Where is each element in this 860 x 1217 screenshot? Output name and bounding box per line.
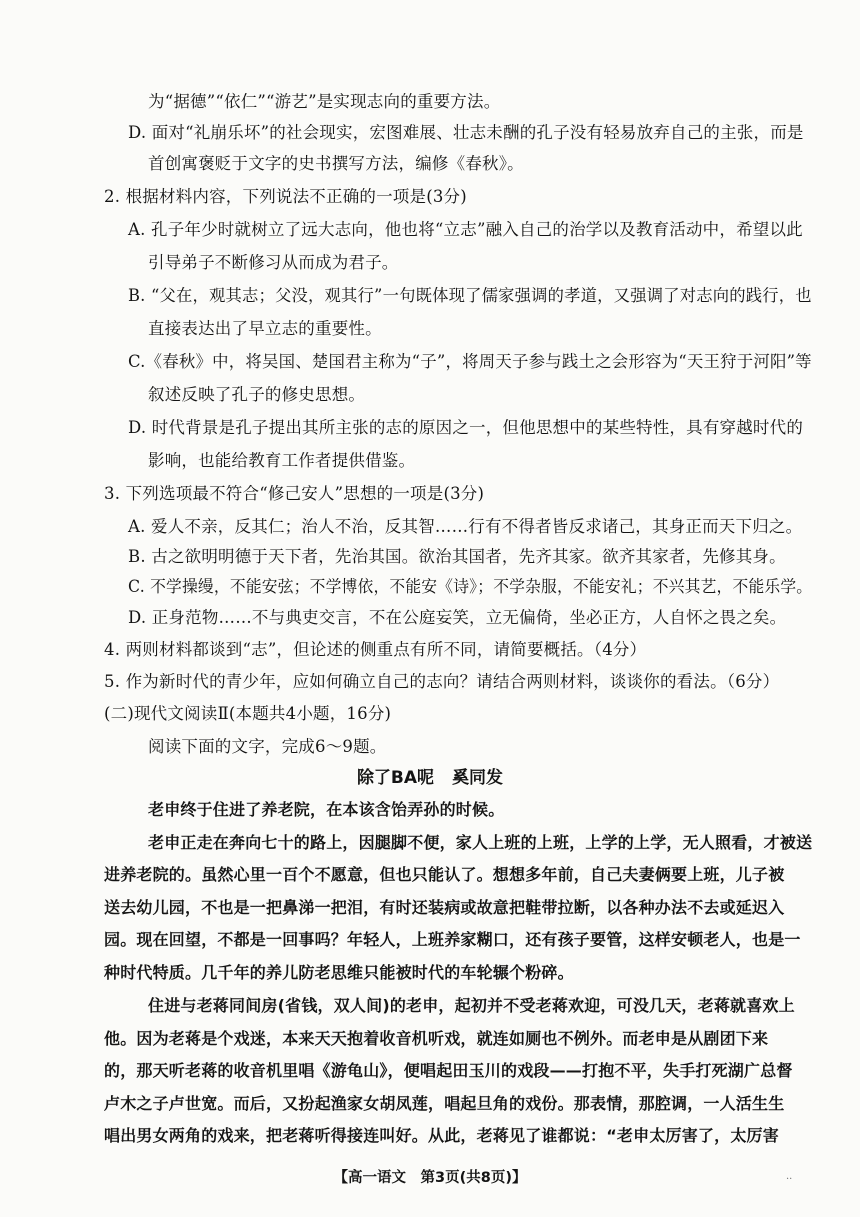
section-heading: (二)现代文阅读Ⅱ(本题共4小题，16分)	[104, 704, 392, 723]
q2-option-c-cont: 叙述反映了孔子的修史思想。	[148, 385, 366, 404]
story-title	[0, 766, 860, 790]
option-d: D. 面对“礼崩乐坏”的社会现实，宏图难展、壮志未酬的孔子没有轻易放弃自己的主张，而是	[128, 123, 804, 142]
question-5: 5. 作为新时代的青少年，应如何确立自己的志向？请结合两则材料，谈谈你的看法。（6分）	[104, 672, 780, 691]
option-d-cont: 首创寓褒贬于文字的史书撰写方法，编修《春秋》。	[148, 154, 524, 173]
q2-option-b-cont: 直接表达出了早立志的重要性。	[148, 319, 382, 338]
story-title-text: 除了BA呢	[356, 768, 435, 788]
story-para-2-line-3: 送去幼儿园，不也是一把鼻涕一把泪，有时还装病或故意把鞋带拉断，以各种办法不去或延迟入	[104, 898, 785, 917]
story-para-3-line-1: 住进与老蒋同间房(省钱，双人间)的老申，起初并不受老蒋欢迎，可没几天，老蒋就喜欢上	[148, 996, 795, 1015]
q3-option-b: B. 古之欲明明德于天下者，先治其国。欲治其国者，先齐其家。欲齐其家者，先修其身。	[128, 547, 786, 566]
story-para-2-line-5: 种时代特质。几千年的养儿防老思维只能被时代的车轮辗个粉碎。	[104, 963, 574, 982]
q3-option-c: C. 不学操缦，不能安弦；不学博依，不能安《诗》；不学杂服，不能安礼；不兴其艺，不能乐学。	[128, 577, 813, 596]
corner-mark: ··	[786, 1174, 793, 1185]
q2-option-d: D. 时代背景是孔子提出其所主张的志的原因之一，但他思想中的某些特性，具有穿越时代的	[128, 418, 804, 437]
question-4: 4. 两则材料都谈到“志”，但论述的侧重点有所不同，请简要概括。（4分）	[104, 640, 647, 659]
story-para-2-line-4: 园。现在回望，不都是一回事吗？年轻人，上班养家糊口，还有孩子要管，这样安顿老人，也是一	[104, 930, 801, 949]
q3-option-a: A. 爱人不亲，反其仁；治人不治，反其智……行有不得者皆反求诸己，其身正而天下归之。	[128, 517, 803, 536]
q2-option-a: A. 孔子年少时就树立了远大志向，他也将“立志”融入自己的治学以及教育活动中，希望以此	[128, 220, 803, 239]
story-para-2-line-1: 老申正走在奔向七十的路上，因腿脚不便，家人上班的上班，上学的上学，无人照看，才被送	[148, 833, 813, 852]
story-author: 奚同发	[452, 768, 504, 788]
reading-instruction: 阅读下面的文字，完成6～9题。	[148, 737, 387, 756]
option-c-cont: 为“据德”“依仁”“游艺”是实现志向的重要方法。	[148, 92, 501, 111]
q2-option-c: C.《春秋》中，将吴国、楚国君主称为“子”，将周天子参与践土之会形容为“天王狩于河阳”等	[128, 352, 812, 371]
q2-option-b: B. “父在，观其志；父没，观其行”一句既体现了儒家强调的孝道，又强调了对志向的践行，也	[128, 286, 812, 305]
story-para-3-line-3: 的，那天听老蒋的收音机里唱《游龟山》，便唱起田玉川的戏段——打抱不平，失手打死湖广总督	[104, 1061, 793, 1080]
q3-option-d: D. 正身范物……不与典吏交言，不在公庭妄笑，立无偏倚，坐必正方，人自怀之畏之矣。	[128, 608, 787, 627]
story-para-3-line-2: 他。因为老蒋是个戏迷，本来天天抱着收音机听戏，就连如厕也不例外。而老申是从剧团下来	[104, 1029, 769, 1048]
story-para-3-line-4: 卢木之子卢世宽。而后，又扮起渔家女胡凤莲，唱起旦角的戏份。那表情，那腔调，一人活生生	[104, 1094, 785, 1113]
question-3: 3. 下列选项最不符合“修己安人”思想的一项是(3分)	[104, 484, 485, 503]
story-para-1: 老申终于住进了养老院，在本该含饴弄孙的时候。	[148, 800, 505, 819]
story-para-2-line-2: 进养老院的。虽然心里一百个不愿意，但也只能认了。想想多年前，自己夫妻俩要上班，儿子被	[104, 865, 785, 884]
q2-option-a-cont: 引导弟子不断修习从而成为君子。	[148, 253, 399, 272]
question-2: 2. 根据材料内容，下列说法不正确的一项是(3分)	[104, 187, 467, 206]
story-para-3-line-5: 唱出男女两角的戏来，把老蒋听得接连叫好。从此，老蒋见了谁都说：“老申太厉害了，太厉害	[104, 1126, 779, 1145]
q2-option-d-cont: 影响，也能给教育工作者提供借鉴。	[148, 451, 416, 470]
page-footer: 【高一语文 第3页(共8页)】	[333, 1170, 527, 1186]
